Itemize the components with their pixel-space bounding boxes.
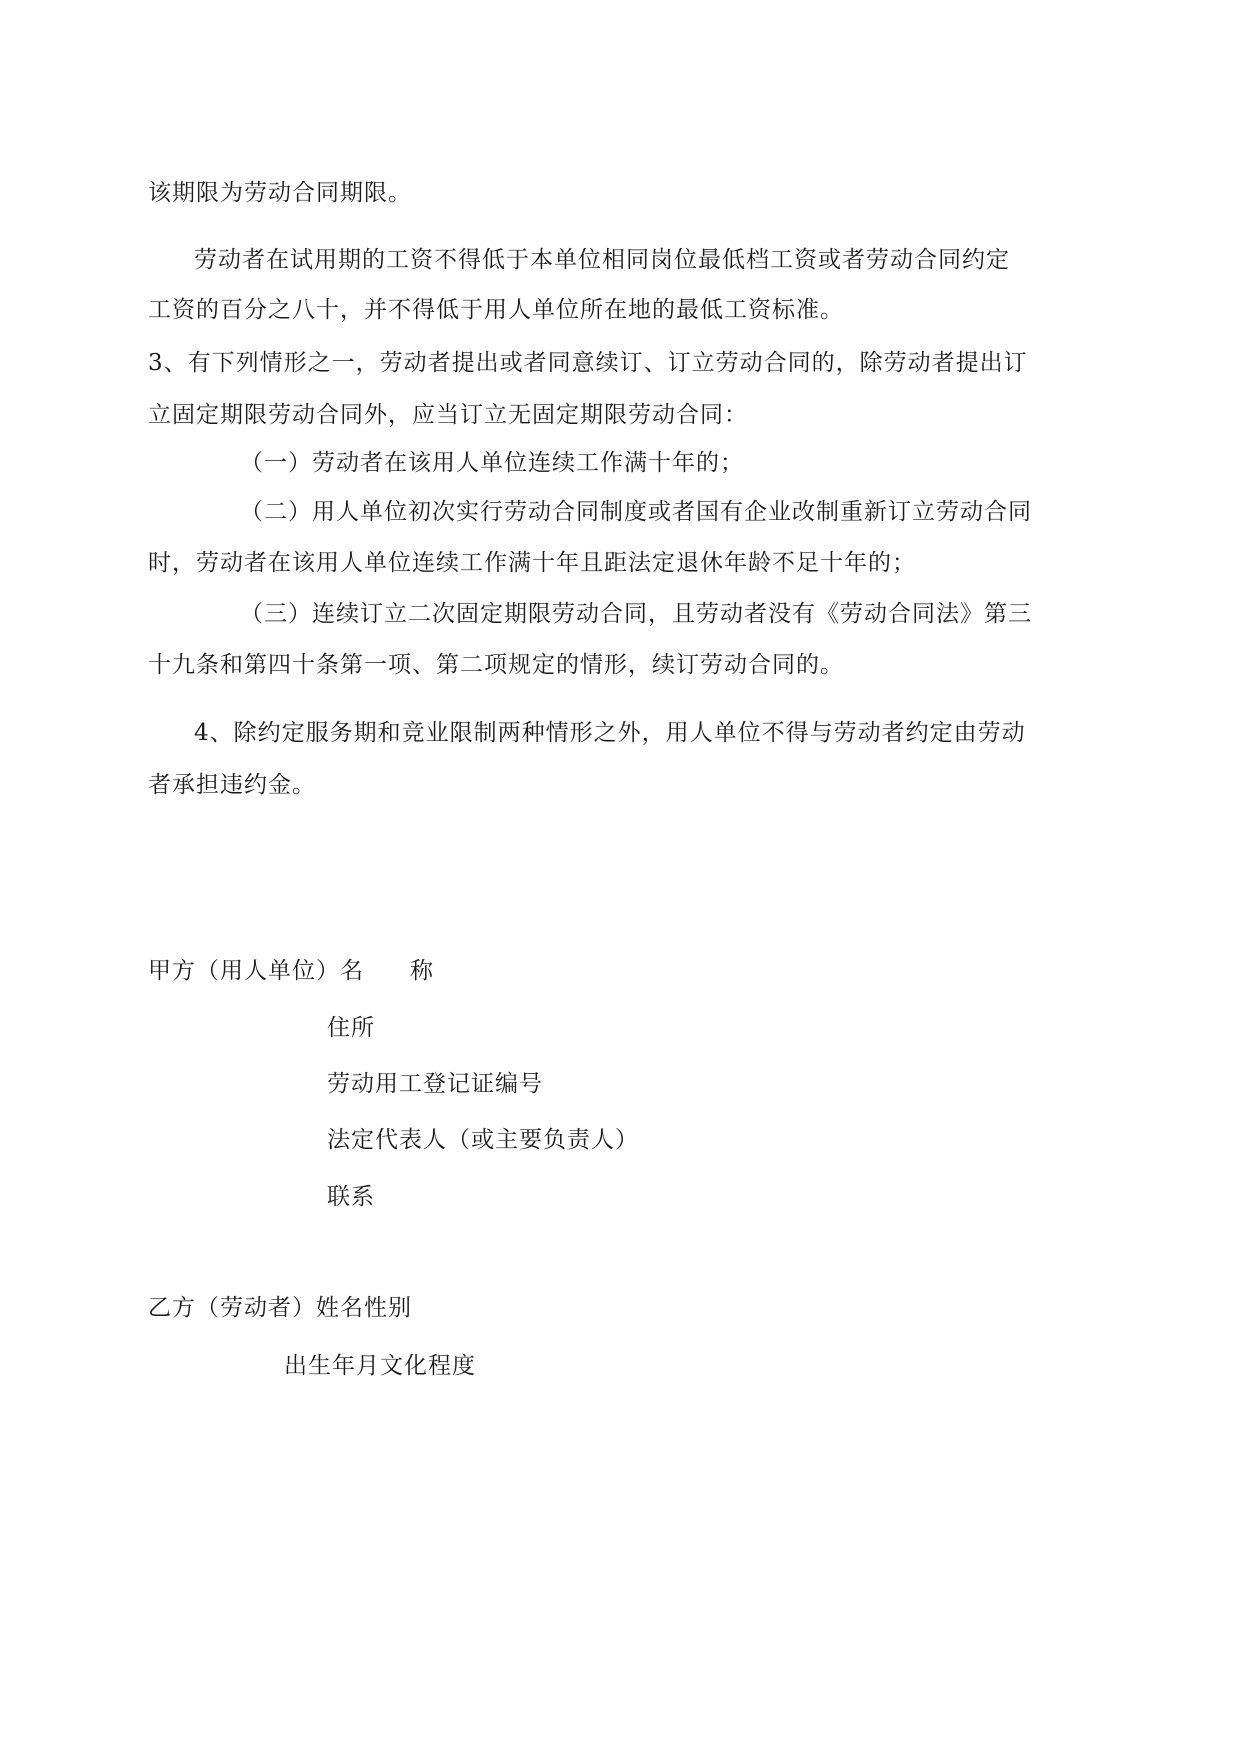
party-b-row (148, 1293, 412, 1323)
party-a-name-char-2: 称 (410, 958, 434, 984)
party-a-legal-representative: 法定代表人（或主要负责人） (327, 1127, 639, 1153)
list-item-continuation: 时，劳动者在该用人单位连续工作满十年且距法定退休年龄不足十年的； (148, 550, 916, 576)
paragraph-line: 者承担违约金。 (148, 772, 316, 798)
party-a-address: 住所 (327, 1015, 375, 1041)
paragraph-line: 4、除约定服务期和竞业限制两种情形之外，用人单位不得与劳动者约定由劳动 (194, 720, 1026, 746)
list-item: （三）连续订立二次固定期限劳动合同，且劳动者没有《劳动合同法》第三 (240, 601, 1032, 627)
party-a-row (148, 956, 434, 986)
list-item: （二）用人单位初次实行劳动合同制度或者国有企业改制重新订立劳动合同 (240, 499, 1032, 525)
party-a-name-char-1: 名 (340, 958, 364, 984)
paragraph-line: 该期限为劳动合同期限。 (148, 180, 412, 206)
party-a-contact: 联系 (327, 1184, 375, 1210)
party-a-label: 甲方（用人单位） (148, 958, 340, 984)
party-b-label: 乙方（劳动者） (148, 1295, 316, 1321)
list-item-continuation: 十九条和第四十条第一项、第二项规定的情形，续订劳动合同的。 (148, 652, 844, 678)
list-item: （一）劳动者在该用人单位连续工作满十年的； (240, 450, 744, 476)
party-b-name-gender: 姓名性别 (316, 1295, 412, 1321)
paragraph-line: 工资的百分之八十，并不得低于用人单位所在地的最低工资标准。 (148, 297, 844, 323)
paragraph-line: 3、有下列情形之一，劳动者提出或者同意续订、订立劳动合同的，除劳动者提出订 (148, 350, 1028, 376)
paragraph-line: 劳动者在试用期的工资不得低于本单位相同岗位最低档工资或者劳动合同约定 (194, 247, 1010, 273)
paragraph-line: 立固定期限劳动合同外，应当订立无固定期限劳动合同： (148, 402, 748, 428)
party-b-birth-education: 出生年月文化程度 (284, 1353, 476, 1379)
party-a-registration-number: 劳动用工登记证编号 (327, 1071, 543, 1097)
